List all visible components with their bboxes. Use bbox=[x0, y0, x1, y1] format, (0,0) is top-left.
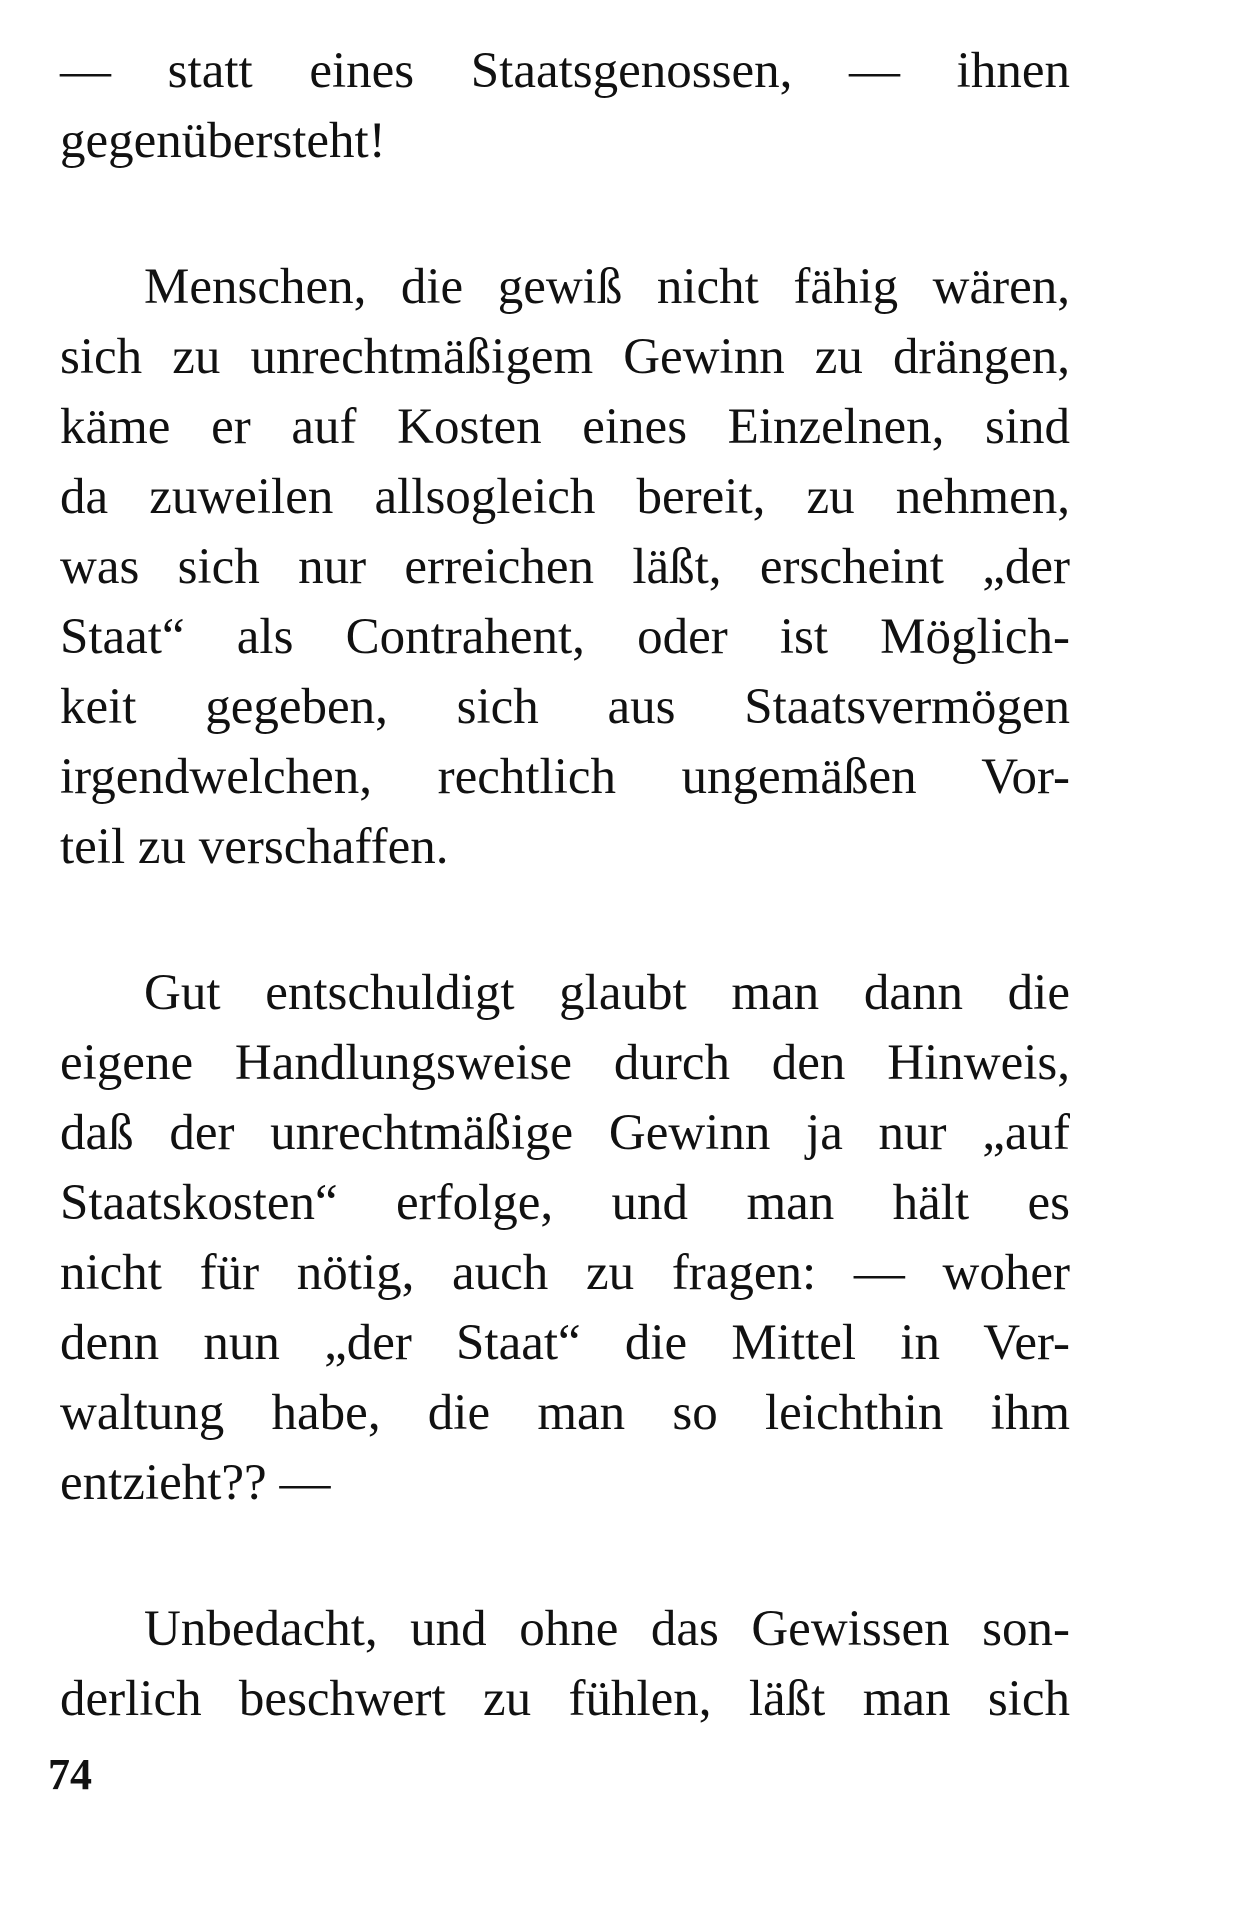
text-line: Menschen, die gewiß nicht fähig wären, bbox=[144, 259, 1070, 315]
text-line: Staatskosten“ erfolge, und man hält es bbox=[60, 1175, 1070, 1231]
paragraph-3 bbox=[60, 958, 1070, 1518]
text-line: sich zu unrechtmäßigem Gewinn zu drängen, bbox=[60, 329, 1070, 385]
text-line: Unbedacht, und ohne das Gewissen son- bbox=[144, 1601, 1070, 1657]
text-line: entzieht?? — bbox=[60, 1455, 331, 1511]
text-line: denn nun „der Staat“ die Mittel in Ver- bbox=[60, 1315, 1070, 1371]
text-line: eigene Handlungsweise durch den Hinweis, bbox=[60, 1035, 1070, 1091]
text-line: keit gegeben, sich aus Staatsvermögen bbox=[60, 679, 1070, 735]
paragraph-1 bbox=[60, 36, 1070, 176]
text-line: nicht für nötig, auch zu fragen: — woher bbox=[60, 1245, 1070, 1301]
text-line: Gut entschuldigt glaubt man dann die bbox=[144, 965, 1070, 1021]
text-line: waltung habe, die man so leichthin ihm bbox=[60, 1385, 1070, 1441]
text-line: derlich beschwert zu fühlen, läßt man sich bbox=[60, 1671, 1070, 1727]
paragraph-2 bbox=[60, 252, 1070, 882]
text-line: da zuweilen allsogleich bereit, zu nehmen, bbox=[60, 469, 1070, 525]
text-line: teil zu verschaffen. bbox=[60, 819, 449, 875]
text-line: daß der unrechtmäßige Gewinn ja nur „auf bbox=[60, 1105, 1070, 1161]
page-number: 74 bbox=[48, 1750, 92, 1799]
text-line: Staat“ als Contrahent, oder ist Möglich- bbox=[60, 609, 1070, 665]
text-line: was sich nur erreichen läßt, erscheint „der bbox=[60, 539, 1070, 595]
text-line: irgendwelchen, rechtlich ungemäßen Vor- bbox=[60, 749, 1070, 805]
text-line: — statt eines Staatsgenossen, — ihnen bbox=[60, 43, 1070, 99]
paragraph-4 bbox=[60, 1594, 1070, 1734]
text-line: gegenübersteht! bbox=[60, 113, 386, 169]
book-page-body bbox=[60, 36, 1070, 1734]
text-line: käme er auf Kosten eines Einzelnen, sind bbox=[60, 399, 1070, 455]
